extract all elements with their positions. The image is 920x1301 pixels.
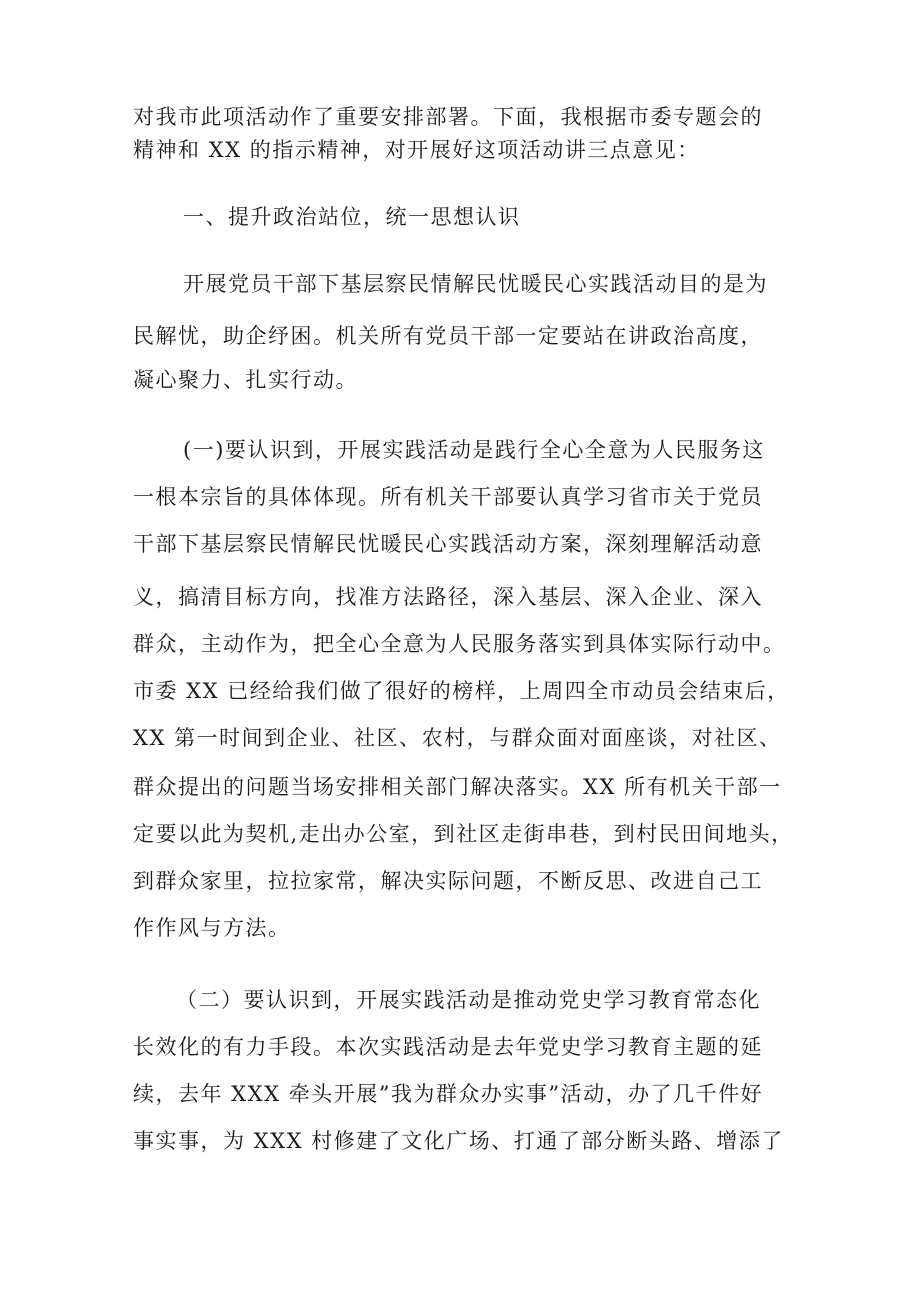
point1-line-9: 定要以此为契机,走出办公室，到社区走街串巷，到村民田间地头， bbox=[133, 822, 794, 846]
point2-line-3: 续，去年 XXX 牵头开展”我为群众办实事”活动，办了几千件好 bbox=[133, 1082, 764, 1106]
point1-line-2: 一根本宗旨的具体体现。所有机关干部要认真学习省市关于党员 bbox=[133, 485, 763, 509]
section1-para-line-2: 民解忧，助企纾困。机关所有党员干部一定要站在讲政治高度， bbox=[133, 324, 763, 348]
section1-para-line-3: 凝心聚力、扎实行动。 bbox=[133, 368, 358, 392]
point1-line-3: 干部下基层察民情解民忧暖民心实践活动方案，深刻理解活动意 bbox=[133, 532, 763, 556]
section1-heading: 一、提升政治站位，统一思想认识 bbox=[183, 205, 521, 229]
point1-line-8: 群众提出的问题当场安排相关部门解决落实。XX 所有机关干部一 bbox=[133, 775, 782, 799]
point2-line-1: （二）要认识到，开展实践活动是推动党史学习教育常态化 bbox=[176, 988, 761, 1012]
point1-line-4: 义，搞清目标方向，找准方法路径，深入基层、深入企业、深入 bbox=[133, 585, 763, 609]
point1-line-7: XX 第一时间到企业、社区、农村，与群众面对面座谈，对社区、 bbox=[133, 726, 782, 750]
point2-line-2: 长效化的有力手段。本次实践活动是去年党史学习教育主题的延 bbox=[133, 1035, 763, 1059]
section1-para-line-1: 开展党员干部下基层察民情解民忧暖民心实践活动目的是为 bbox=[183, 272, 768, 296]
point1-line-5: 群众，主动作为，把全心全意为人民服务落实到具体实际行动中。 bbox=[133, 632, 786, 656]
intro-line-1: 对我市此项活动作了重要安排部署。下面，我根据市委专题会的 bbox=[133, 105, 763, 129]
point1-line-1: (一)要认识到，开展实践活动是践行全心全意为人民服务这 bbox=[183, 438, 765, 462]
point2-line-4: 事实事，为 XXX 村修建了文化广场、打通了部分断头路、增添了 bbox=[133, 1129, 784, 1153]
intro-line-2: 精神和 XX 的指示精神，对开展好这项活动讲三点意见： bbox=[133, 138, 700, 162]
point1-line-11: 作作风与方法。 bbox=[133, 916, 291, 940]
point1-line-10: 到群众家里，拉拉家常，解决实际问题，不断反思、改进自己工 bbox=[133, 869, 763, 893]
point1-line-6: 市委 XX 已经给我们做了很好的榜样，上周四全市动员会结束后， bbox=[133, 679, 790, 703]
